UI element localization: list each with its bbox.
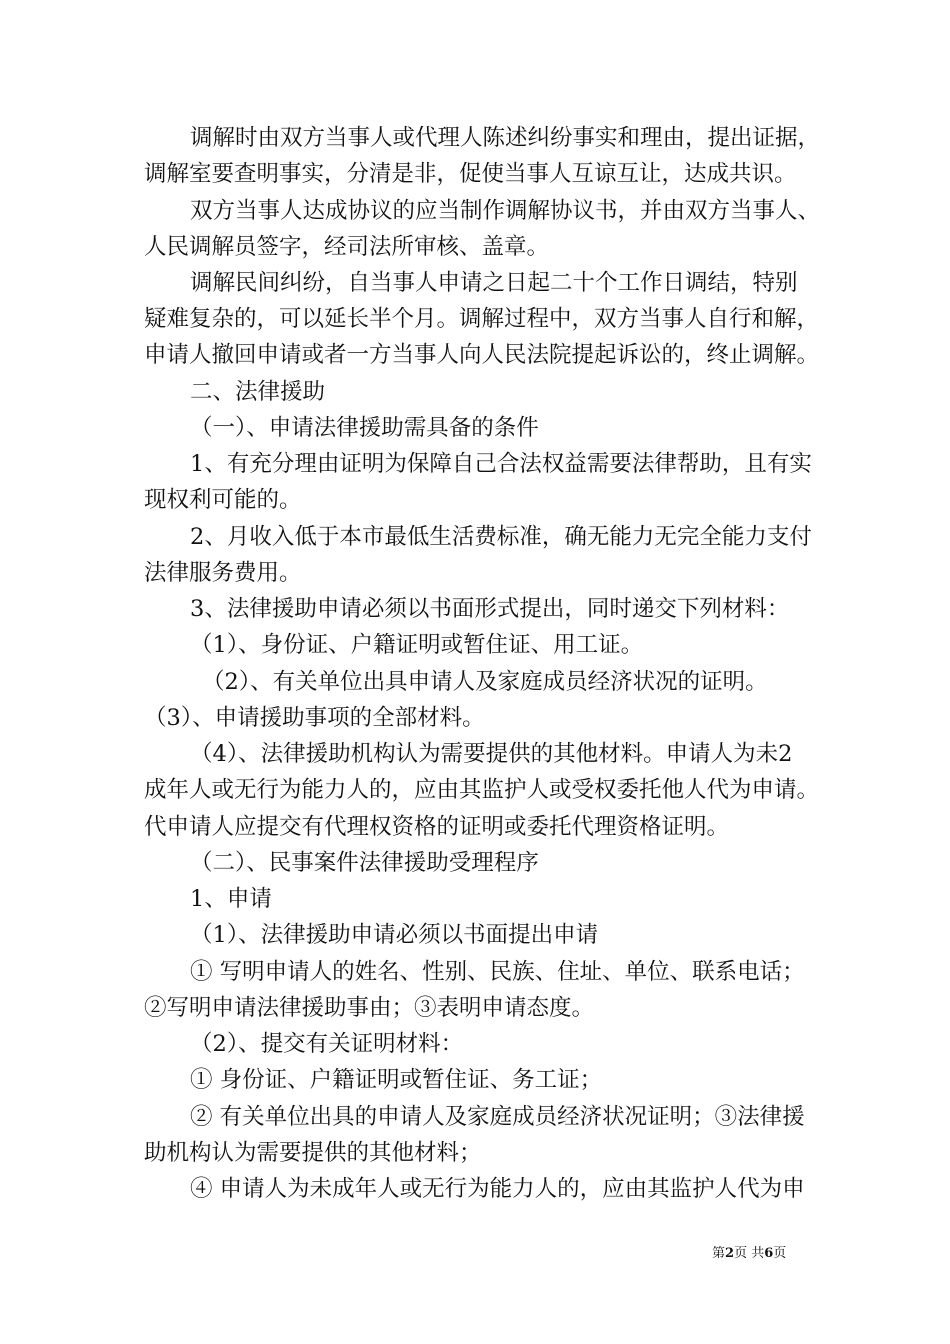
text-line: 3、法律援助申请必须以书面形式提出，同时递交下列材料： <box>190 596 790 622</box>
total-page-count: 6 <box>764 1246 774 1261</box>
text-line: 2、月收入低于本市最低生活费标准，确无能力无完全能力支付 <box>190 524 812 550</box>
text-line: 助机构认为需要提供的其他材料； <box>144 1140 482 1166</box>
text-line: （4）、法律援助机构认为需要提供的其他材料。申请人为未2 <box>190 741 793 767</box>
text-line: 代申请人应提交有代理权资格的证明或委托代理资格证明。 <box>144 814 730 840</box>
footer-middle: 页 共 <box>734 1246 765 1261</box>
text-line: 现权利可能的。 <box>144 487 302 513</box>
section-heading: 二、法律援助 <box>190 379 326 405</box>
text-line: 调解民间纠纷，自当事人申请之日起二十个工作日调结，特别 <box>190 270 798 296</box>
text-line: （1）、法律援助申请必须以书面提出申请 <box>190 922 599 948</box>
text-line: 1、申请 <box>190 886 272 912</box>
text-line: 人民调解员签字，经司法所审核、盖章。 <box>144 234 550 260</box>
text-line: （2）、提交有关证明材料： <box>190 1031 464 1057</box>
text-line: 成年人或无行为能力人的，应由其监护人或受权委托他人代为申请。 <box>144 777 820 803</box>
page-footer <box>712 1244 786 1264</box>
text-line: ④ 申请人为未成年人或无行为能力人的，应由其监护人代为申 <box>190 1176 805 1202</box>
text-line: ② 有关单位出具的申请人及家庭成员经济状况证明；③法律援 <box>190 1104 805 1130</box>
text-line: 双方当事人达成协议的应当制作调解协议书，并由双方当事人、 <box>190 198 821 224</box>
text-line: ① 身份证、户籍证明或暂住证、务工证； <box>190 1067 603 1093</box>
text-line: 调解室要查明事实，分清是非，促使当事人互谅互让，达成共识。 <box>144 161 797 187</box>
text-line: ②写明申请法律援助事由；③表明申请态度。 <box>144 995 595 1021</box>
text-line: ① 写明申请人的姓名、性别、民族、住址、单位、联系电话； <box>190 959 805 985</box>
footer-prefix: 第 <box>712 1246 726 1261</box>
text-line: 1、有充分理由证明为保障自己合法权益需要法律帮助，且有实 <box>190 451 812 477</box>
text-line: （2）、有关单位出具申请人及家庭成员经济状况的证明。 <box>202 669 768 695</box>
text-line: 申请人撤回申请或者一方当事人向人民法院提起诉讼的，终止调解。 <box>144 342 820 368</box>
current-page-number: 2 <box>725 1246 735 1261</box>
text-line: 法律服务费用。 <box>144 560 302 586</box>
text-line: （1）、身份证、户籍证明或暂住证、用工证。 <box>190 632 644 658</box>
text-line: （3）、申请援助事项的全部材料。 <box>144 705 485 731</box>
subsection-heading: （二）、民事案件法律援助受理程序 <box>190 850 539 876</box>
footer-suffix: 页 <box>773 1246 787 1261</box>
text-line: 疑难复杂的，可以延长半个月。调解过程中，双方当事人自行和解， <box>144 306 820 332</box>
text-line: 调解时由双方当事人或代理人陈述纠纷事实和理由，提出证据， <box>190 125 821 151</box>
subsection-heading: （一）、申请法律援助需具备的条件 <box>190 415 539 441</box>
